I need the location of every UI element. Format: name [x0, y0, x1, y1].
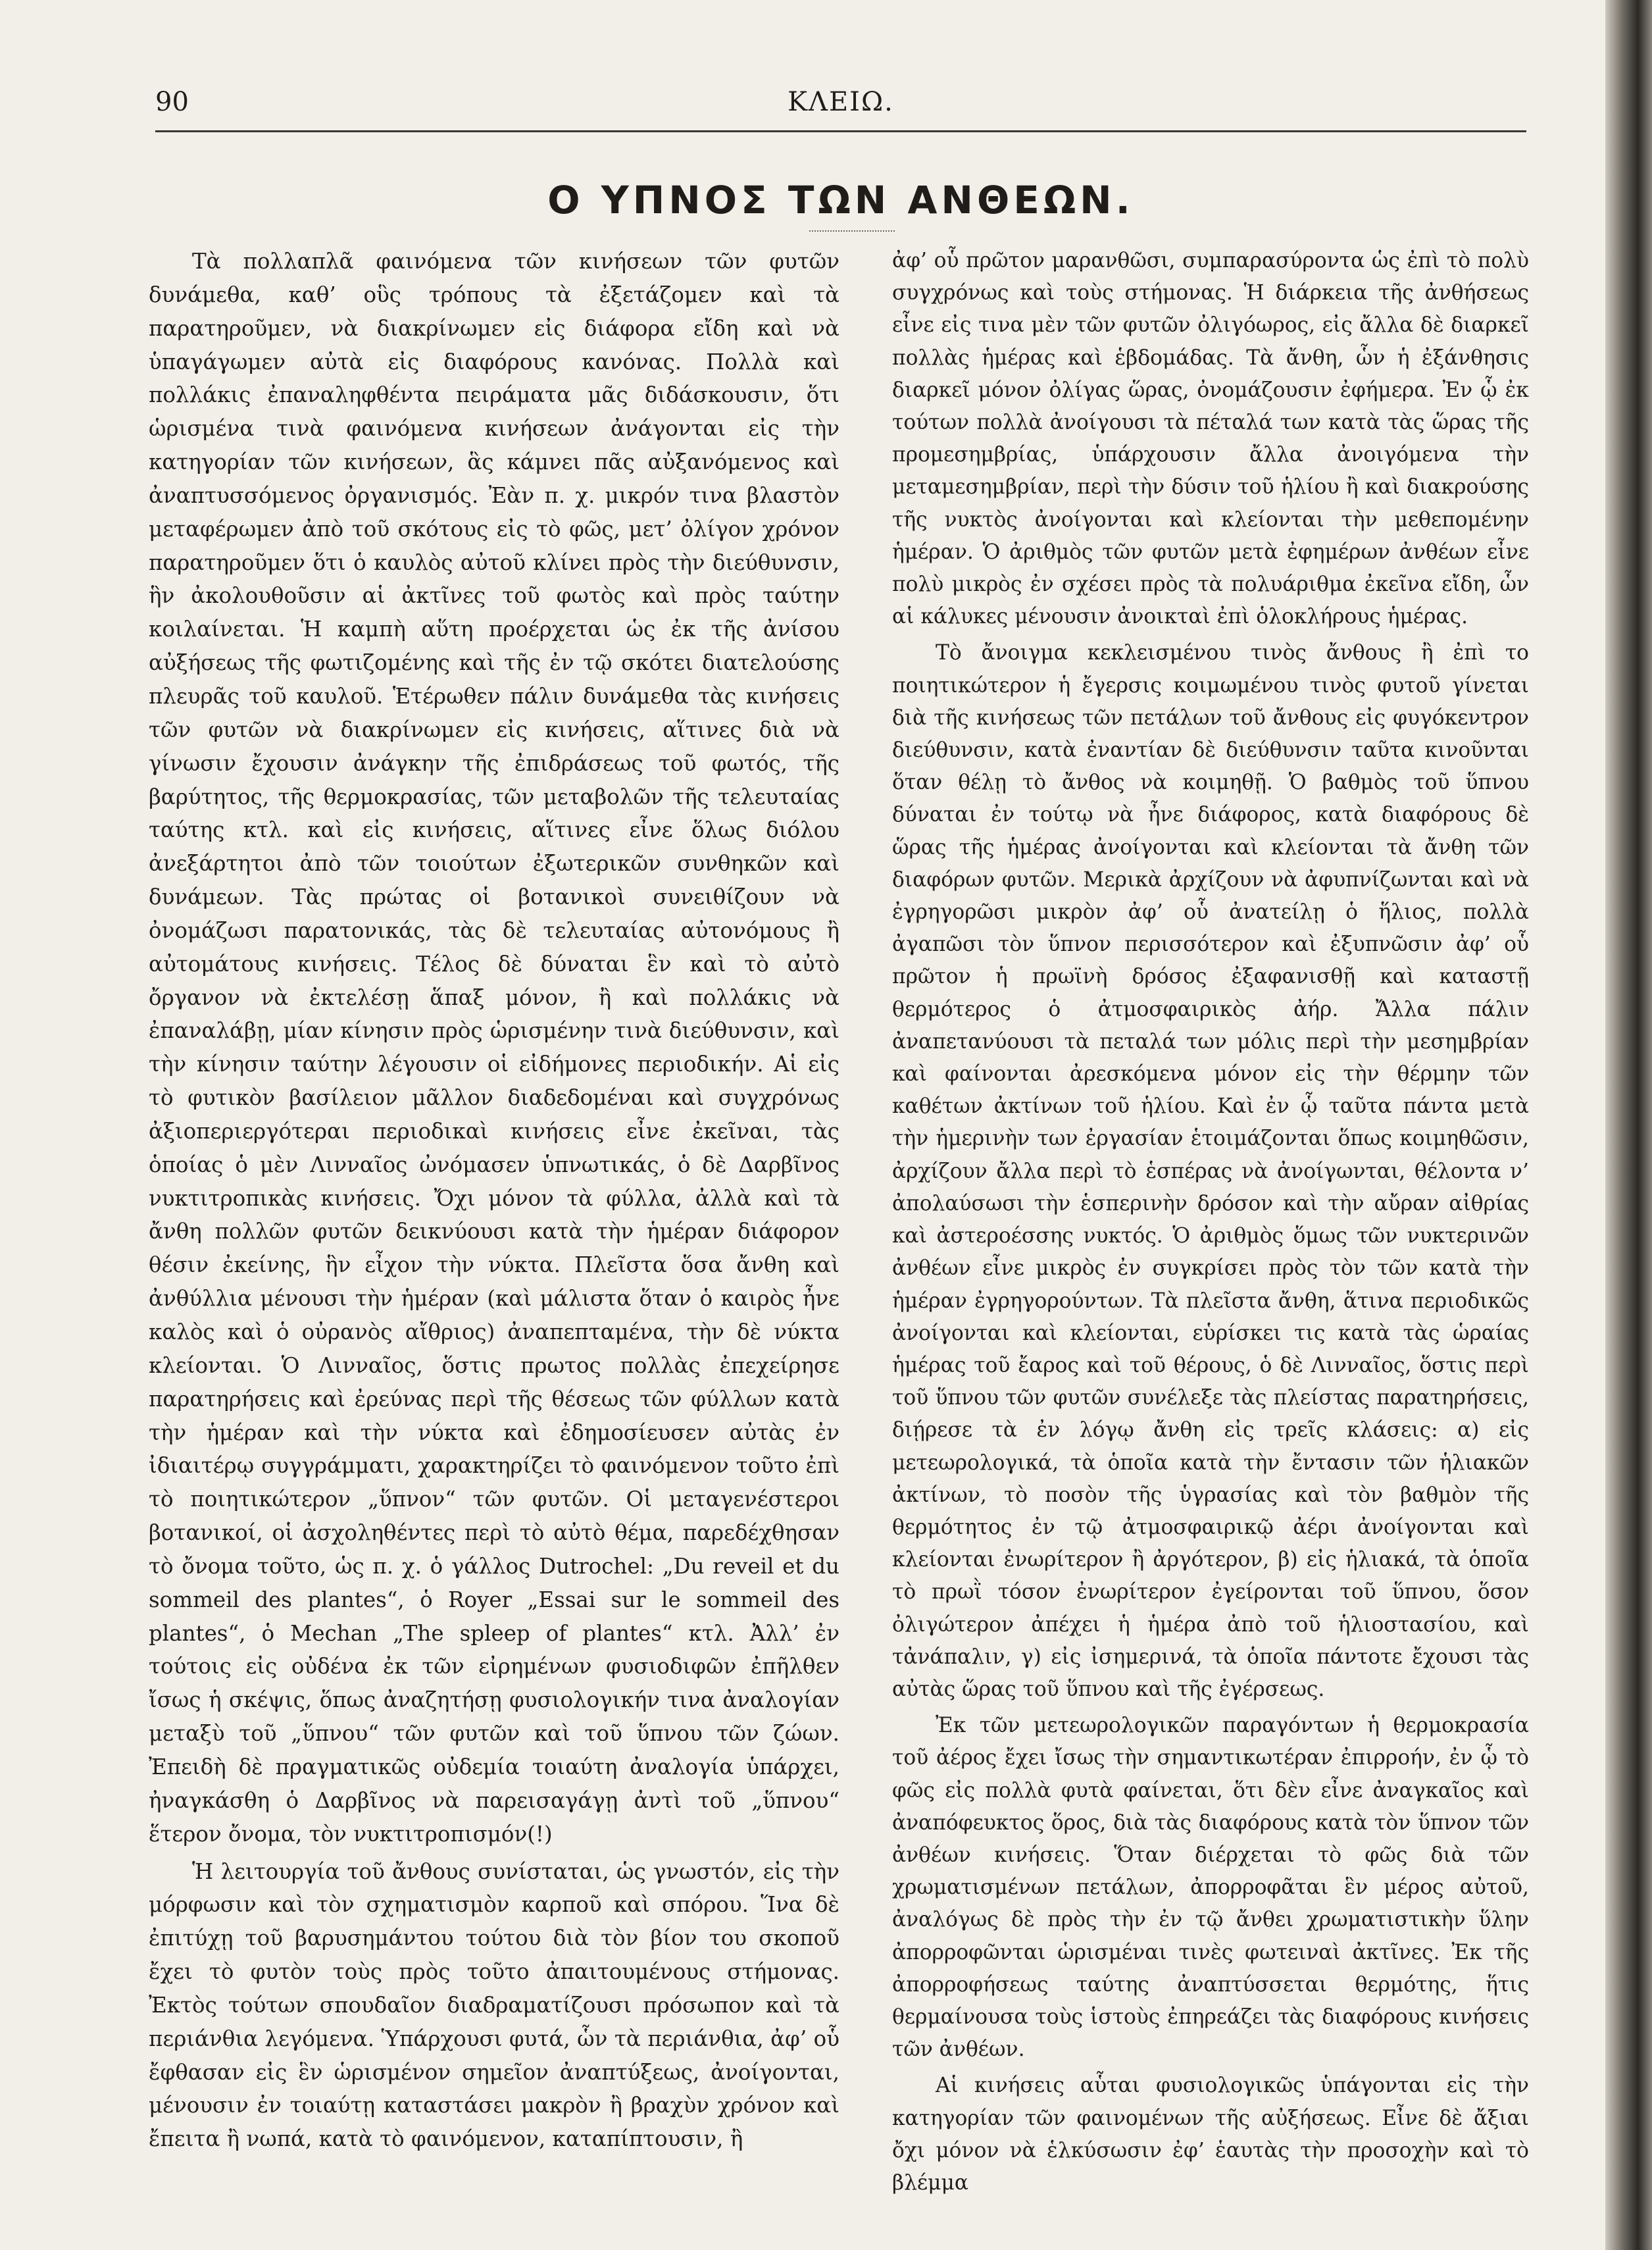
paragraph: Αἱ κινήσεις αὗται φυσιολογικῶς ὑπάγονται εἰς τὴν κατηγορίαν τῶν φαινομένων τῆς αὐξήσεως. Εἶνε δὲ ἄξιαι ὄχι μόνον νὰ ἑλκύσωσιν ἐφ’ ἑαυτὰς τὴν προσοχὴν καὶ τὸ βλέμμα	[892, 2074, 1529, 2195]
paragraph: Ἐκ τῶν μετεωρολογικῶν παραγόντων ἡ θερμοκρασία τοῦ ἀέρος ἔχει ἴσως τὴν σημαντικωτέραν ἐπιρροήν, ἐν ᾧ τὸ φῶς εἰς πολλὰ φυτὰ φαίνεται, ὅτι δὲν εἶνε ἀναγκαῖος καὶ ἀναπόφευκτος ὅρος, διὰ τὰς διαφόρους κατὰ τὸν ὕπνον τῶν ἀνθέων κινήσεις. Ὅταν διέρχεται τὸ φῶς διὰ τῶν χρωματισμένων πετάλων, ἀπορροφᾶται ἓν μέρος αὐτοῦ, ἀναλόγως δὲ πρὸς τὴν ἐν τῷ ἄνθει χρωματιστικὴν ὕλην ἀπορροφῶνται ὡρισμέναι τινὲς φωτειναὶ ἀκτῖνες. Ἐκ τῆς ἀπορροφήσεως ταύτης ἀναπτύσσεται θερμότης, ἥτις θερμαίνουσα τοὺς ἱστοὺς ἐπηρεάζει τὰς διαφόρους κινήσεις τῶν ἀνθέων.	[892, 1714, 1529, 2062]
page-header	[155, 78, 1526, 124]
page-number: 90	[155, 87, 189, 117]
left-column	[149, 245, 839, 2156]
article-title: Ο ΥΠΝΟΣ ΤΩΝ ΑΝΘΕΩΝ.	[547, 178, 1134, 222]
book-binding-edge	[1605, 0, 1652, 2250]
paragraph: Τὸ ἄνοιγμα κεκλεισμένου τινὸς ἄνθους ἢ ἐπὶ το ποιητικώτερον ἡ ἔγερσις κοιμωμένου τινὸς φυτοῦ γίνεται διὰ τῆς κινήσεως τῶν πετάλων τοῦ ἄνθους εἰς φυγόκεντρον διεύθυνσιν, κατὰ ἐναντίαν δὲ διεύθυνσιν ταῦτα κινοῦνται ὅταν θέλῃ τὸ ἄνθος νὰ κοιμηθῇ. Ὁ βαθμὸς τοῦ ὕπνου δύναται ἐν τούτῳ νὰ ἦνε διάφορος, κατὰ διαφόρους δὲ ὥρας τῆς ἡμέρας ἀνοίγονται καὶ κλείονται τὰ ἄνθη τῶν διαφόρων φυτῶν. Μερικὰ ἀρχίζουν νὰ ἀφυπνίζωνται καὶ νὰ ἐγρηγορῶσι μικρὸν ἀφ’ οὗ ἀνατείλῃ ὁ ἥλιος, πολλὰ ἀγαπῶσι τὸν ὕπνον περισσότερον καὶ ἐξυπνῶσιν ἀφ’ οὗ πρῶτον ἡ πρωϊνὴ δρόσος ἐξαφανισθῇ καὶ καταστῇ θερμότερος ὁ ἀτμοσφαιρικὸς ἀήρ. Ἄλλα πάλιν ἀναπετανύουσι τὰ πεταλά των μόλις περὶ τὴν μεσημβρίαν καὶ φαίνονται ἀρεσκόμενα μόνον εἰς τὴν θέρμην τῶν καθέτων ἀκτίνων τοῦ ἡλίου. Καὶ ἐν ᾧ ταῦτα πάντα μετὰ τὴν ἡμερινὴν των ἐργασίαν ἑτοιμάζονται ὅπως κοιμηθῶσιν, ἀρχίζουν ἄλλα περὶ τὸ ἑσπέρας νὰ ἀνοίγωνται, θέλοντα ν’ ἀπολαύσωσι τὴν ἑσπερινὴν δρόσον καὶ τὴν αὔραν αἰθρίας καὶ ἀστεροέσσης νυκτός. Ὁ ἀριθμὸς ὅμως τῶν νυκτερινῶν ἀνθέων εἶνε μικρὸς ἐν συγκρίσει πρὸς τὸν τῶν κατὰ τὴν ἡμέραν ἐγρηγορούντων. Τὰ πλεῖστα ἄνθη, ἅτινα περιοδικῶς ἀνοίγονται καὶ κλείονται, εὑρίσκει τις κατὰ τὰς ὡραίας ἡμέρας τοῦ ἔαρος καὶ τοῦ θέρους, ὁ δὲ Λινναῖος, ὅστις περὶ τοῦ ὕπνου τῶν φυτῶν συνέλεξε τὰς πλείστας παρατηρήσεις, διῄρεσε τὰ ἐν λόγῳ ἄνθη εἰς τρεῖς κλάσεις: α) εἰς μετεωρολογικά, τὰ ὁποῖα κατὰ τὴν ἔντασιν τῶν ἡλιακῶν ἀκτίνων, τὸ ποσὸν τῆς ὑγρασίας καὶ τὸν βαθμὸν τῆς θερμότητος ἐν τῷ ἀτμοσφαιρικῷ ἀέρι ἀνοίγονται καὶ κλείονται ἐνωρίτερον ἢ ἀργότερον, β) εἰς ἡλιακά, τὰ ὁποῖα τὸ πρωῒ τόσον ἐνωρίτερον ἐγείρονται τοῦ ὕπνου, ὅσον ὀλιγώτερον ἀπέχει ἡ ἡμέρα ἀπὸ τοῦ ἡλιοστασίου, καὶ τἀνάπαλιν, γ) εἰς ἰσημερινά, τὰ ὁποῖα πάντοτε ἔχουσι τὰς αὐτὰς ὥρας τοῦ ὕπνου καὶ τῆς ἐγέρσεως.	[892, 641, 1529, 1701]
right-column	[892, 245, 1529, 2199]
running-head: ΚΛΕΙΩ.	[788, 87, 894, 117]
paragraph: Τὰ πολλαπλᾶ φαινόμενα τῶν κινήσεων τῶν φυτῶν δυνάμεθα, καθ’ οὓς τρόπους τὰ ἐξετάζομεν καὶ τὰ παρατηροῦμεν, νὰ διακρίνωμεν εἰς διάφορα εἴδη καὶ νὰ ὑπαγάγωμεν αὐτὰ εἰς διαφόρους κανόνας. Πολλὰ καὶ πολλάκις ἐπαναληφθέντα πειράματα μᾶς διδάσκουσιν, ὅτι ὡρισμένα τινὰ φαινόμενα κινήσεων ἀνάγονται εἰς τὴν κατηγορίαν τῶν κινήσεων, ἃς κάμνει πᾶς αὐξανόμενος καὶ ἀναπτυσσόμενος ὀργανισμός. Ἐὰν π. χ. μικρόν τινα βλαστὸν μεταφέρωμεν ἀπὸ τοῦ σκότους εἰς τὸ φῶς, μετ’ ὀλίγον χρόνον παρατηροῦμεν ὅτι ὁ καυλὸς αὐτοῦ κλίνει πρὸς τὴν διεύθυνσιν, ἣν ἀκολουθοῦσιν αἱ ἀκτῖνες τοῦ φωτὸς καὶ πρὸς ταύτην κοιλαίνεται. Ἡ καμπὴ αὕτη προέρχεται ὡς ἐκ τῆς ἀνίσου αὐξήσεως τῆς φωτιζομένης καὶ τῆς ἐν τῷ σκότει διατελούσης πλευρᾶς τοῦ καυλοῦ. Ἑτέρωθεν πάλιν δυνάμεθα τὰς κινήσεις τῶν φυτῶν νὰ διακρίνωμεν εἰς κινήσεις, αἵτινες διὰ νὰ γίνωσιν ἔχουσιν ἀνάγκην τῆς ἐπιδράσεως τοῦ φωτός, τῆς βαρύτητος, τῆς θερμοκρασίας, τῶν μεταβολῶν τῆς τελευταίας ταύτης κτλ. καὶ εἰς κινήσεις, αἵτινες εἶνε ὅλως διόλου ἀνεξάρτητοι ἀπὸ τῶν τοιούτων ἐξωτερικῶν συνθηκῶν καὶ δυνάμεων. Τὰς πρώτας οἱ βοτανικοὶ συνειθίζουν νὰ ὀνομάζωσι παρατονικάς, τὰς δὲ τελευταίας αὐτονόμους ἢ αὐτομάτους κινήσεις. Τέλος δὲ δύναται ἓν καὶ τὸ αὐτὸ ὄργανον νὰ ἐκτελέσῃ ἅπαξ μόνον, ἢ καὶ πολλάκις νὰ ἐπαναλάβῃ, μίαν κίνησιν πρὸς ὡρισμένην τινὰ διεύθυνσιν, καὶ τὴν κίνησιν ταύτην λέγουσιν οἱ εἰδήμονες περιοδικήν. Αἱ εἰς τὸ φυτικὸν βασίλειον μᾶλλον διαδεδομέναι καὶ συγχρόνως ἀξιοπεριεργότεραι περιοδικαὶ κινήσεις εἶνε ἐκεῖναι, τὰς ὁποίας ὁ μὲν Λινναῖος ὠνόμασεν ὑπνωτικάς, ὁ δὲ Δαρβῖνος νυκτιτροπικὰς κινήσεις. Ὄχι μόνον τὰ φύλλα, ἀλλὰ καὶ τὰ ἄνθη πολλῶν φυτῶν δεικνύουσι κατὰ τὴν ἡμέραν διάφορον θέσιν ἐκείνης, ἣν εἶχον τὴν νύκτα. Πλεῖστα ὅσα ἄνθη καὶ ἀνθύλλια μένουσι τὴν ἡμέραν (καὶ μάλιστα ὅταν ὁ καιρὸς ἦνε καλὸς καὶ ὁ οὐρανὸς αἴθριος) ἀναπεπταμένα, τὴν δὲ νύκτα κλείονται. Ὁ Λινναῖος, ὅστις πρωτος πολλὰς ἐπεχείρησε παρατηρήσεις καὶ ἐρεύνας περὶ τῆς θέσεως τῶν φύλλων κατὰ τὴν ἡμέραν καὶ τὴν νύκτα καὶ ἐδημοσίευσεν αὐτὰς ἐν ἰδιαιτέρῳ συγγράμματι, χαρακτηρίζει τὸ φαινόμενον τοῦτο ἐπὶ τὸ ποιητικώτερον „ὕπνον“ τῶν φυτῶν. Οἱ μεταγενέστεροι βοτανικοί, οἱ ἀσχοληθέντες περὶ τὸ αὐτὸ θέμα, παρεδέχθησαν τὸ ὄνομα τοῦτο, ὡς π. χ. ὁ γάλλος Dutrochel: „Du reveil et du sommeil des plantes“, ὁ Royer „Essai sur le sommeil des plantes“, ὁ Mechan „The spleep of plantes“ κτλ. Ἀλλ’ ἐν τούτοις εἰς οὐδένα ἐκ τῶν εἰρημένων φυσιοδιφῶν ἐπῆλθεν ἴσως ἡ σκέψις, ὅπως ἀναζητήσῃ φυσιολογικήν τινα ἀναλογίαν μεταξὺ τοῦ „ὕπνου“ τῶν φυτῶν καὶ τοῦ ὕπνου τῶν ζώων. Ἐπειδὴ δὲ πραγματικῶς οὐδεμία τοιαύτη ἀναλογία ὑπάρχει, ἠναγκάσθη ὁ Δαρβῖνος νὰ παρεισαγάγῃ ἀντὶ τοῦ „ὕπνου“ ἕτερον ὄνομα, τὸν νυκτιτροπισμόν(!)	[149, 249, 839, 1847]
header-rule	[155, 130, 1526, 132]
paragraph: Ἡ λειτουργία τοῦ ἄνθους συνίσταται, ὡς γνωστόν, εἰς τὴν μόρφωσιν καὶ τὸν σχηματισμὸν καρποῦ καὶ σπόρου. Ἵνα δὲ ἐπιτύχῃ τοῦ βαρυσημάντου τούτου διὰ τὸν βίον του σκοποῦ ἔχει τὸ φυτὸν τοὺς πρὸς τοῦτο ἀπαιτουμένους στήμονας. Ἐκτὸς τούτων σπουδαῖον διαδραματίζουσι πρόσωπον καὶ τὰ περιάνθια λεγόμενα. Ὑπάρχουσι φυτά, ὧν τὰ περιάνθια, ἀφ’ οὗ ἔφθασαν εἰς ἓν ὡρισμένον σημεῖον ἀναπτύξεως, ἀνοίγονται, μένουσιν ἐν τοιαύτῃ καταστάσει μακρὸν ἢ βραχὺν χρόνον καὶ ἔπειτα ἢ νωπά, κατὰ τὸ φαινόμενον, καταπίπτουσιν, ἢ	[149, 1858, 839, 2152]
title-ornament	[809, 228, 895, 232]
paragraph: ἀφ’ οὗ πρῶτον μαρανθῶσι, συμπαρασύροντα ὡς ἐπὶ τὸ πολὺ συγχρόνως καὶ τοὺς στήμονας. Ἡ διάρκεια τῆς ἀνθήσεως εἶνε εἰς τινα μὲν τῶν φυτῶν ὀλιγόωρος, εἰς ἄλλα δὲ διαρκεῖ πολλὰς ἡμέρας καὶ ἑβδομάδας. Τὰ ἄνθη, ὧν ἡ ἐξάνθησις διαρκεῖ μόνον ὀλίγας ὥρας, ὀνομάζουσιν ἐφήμερα. Ἐν ᾧ ἐκ τούτων πολλὰ ἀνοίγουσι τὰ πέταλά των κατὰ τὰς ὥρας τῆς προμεσημβρίας, ὑπάρχουσιν ἄλλα ἀνοιγόμενα τὴν μεταμεσημβρίαν, περὶ τὴν δύσιν τοῦ ἡλίου ἢ καὶ διακρούσης τῆς νυκτὸς ἀνοίγονται καὶ κλείονται τὴν μεθεπομένην ἡμέραν. Ὁ ἀριθμὸς τῶν φυτῶν μετὰ ἐφημέρων ἀνθέων εἶνε πολὺ μικρὸς ἐν σχέσει πρὸς τὰ πολυάριθμα ἐκεῖνα εἴδη, ὧν αἱ κάλυκες μένουσιν ἀνοικταὶ ἐπὶ ὁλοκλήρους ἡμέρας.	[892, 249, 1529, 629]
